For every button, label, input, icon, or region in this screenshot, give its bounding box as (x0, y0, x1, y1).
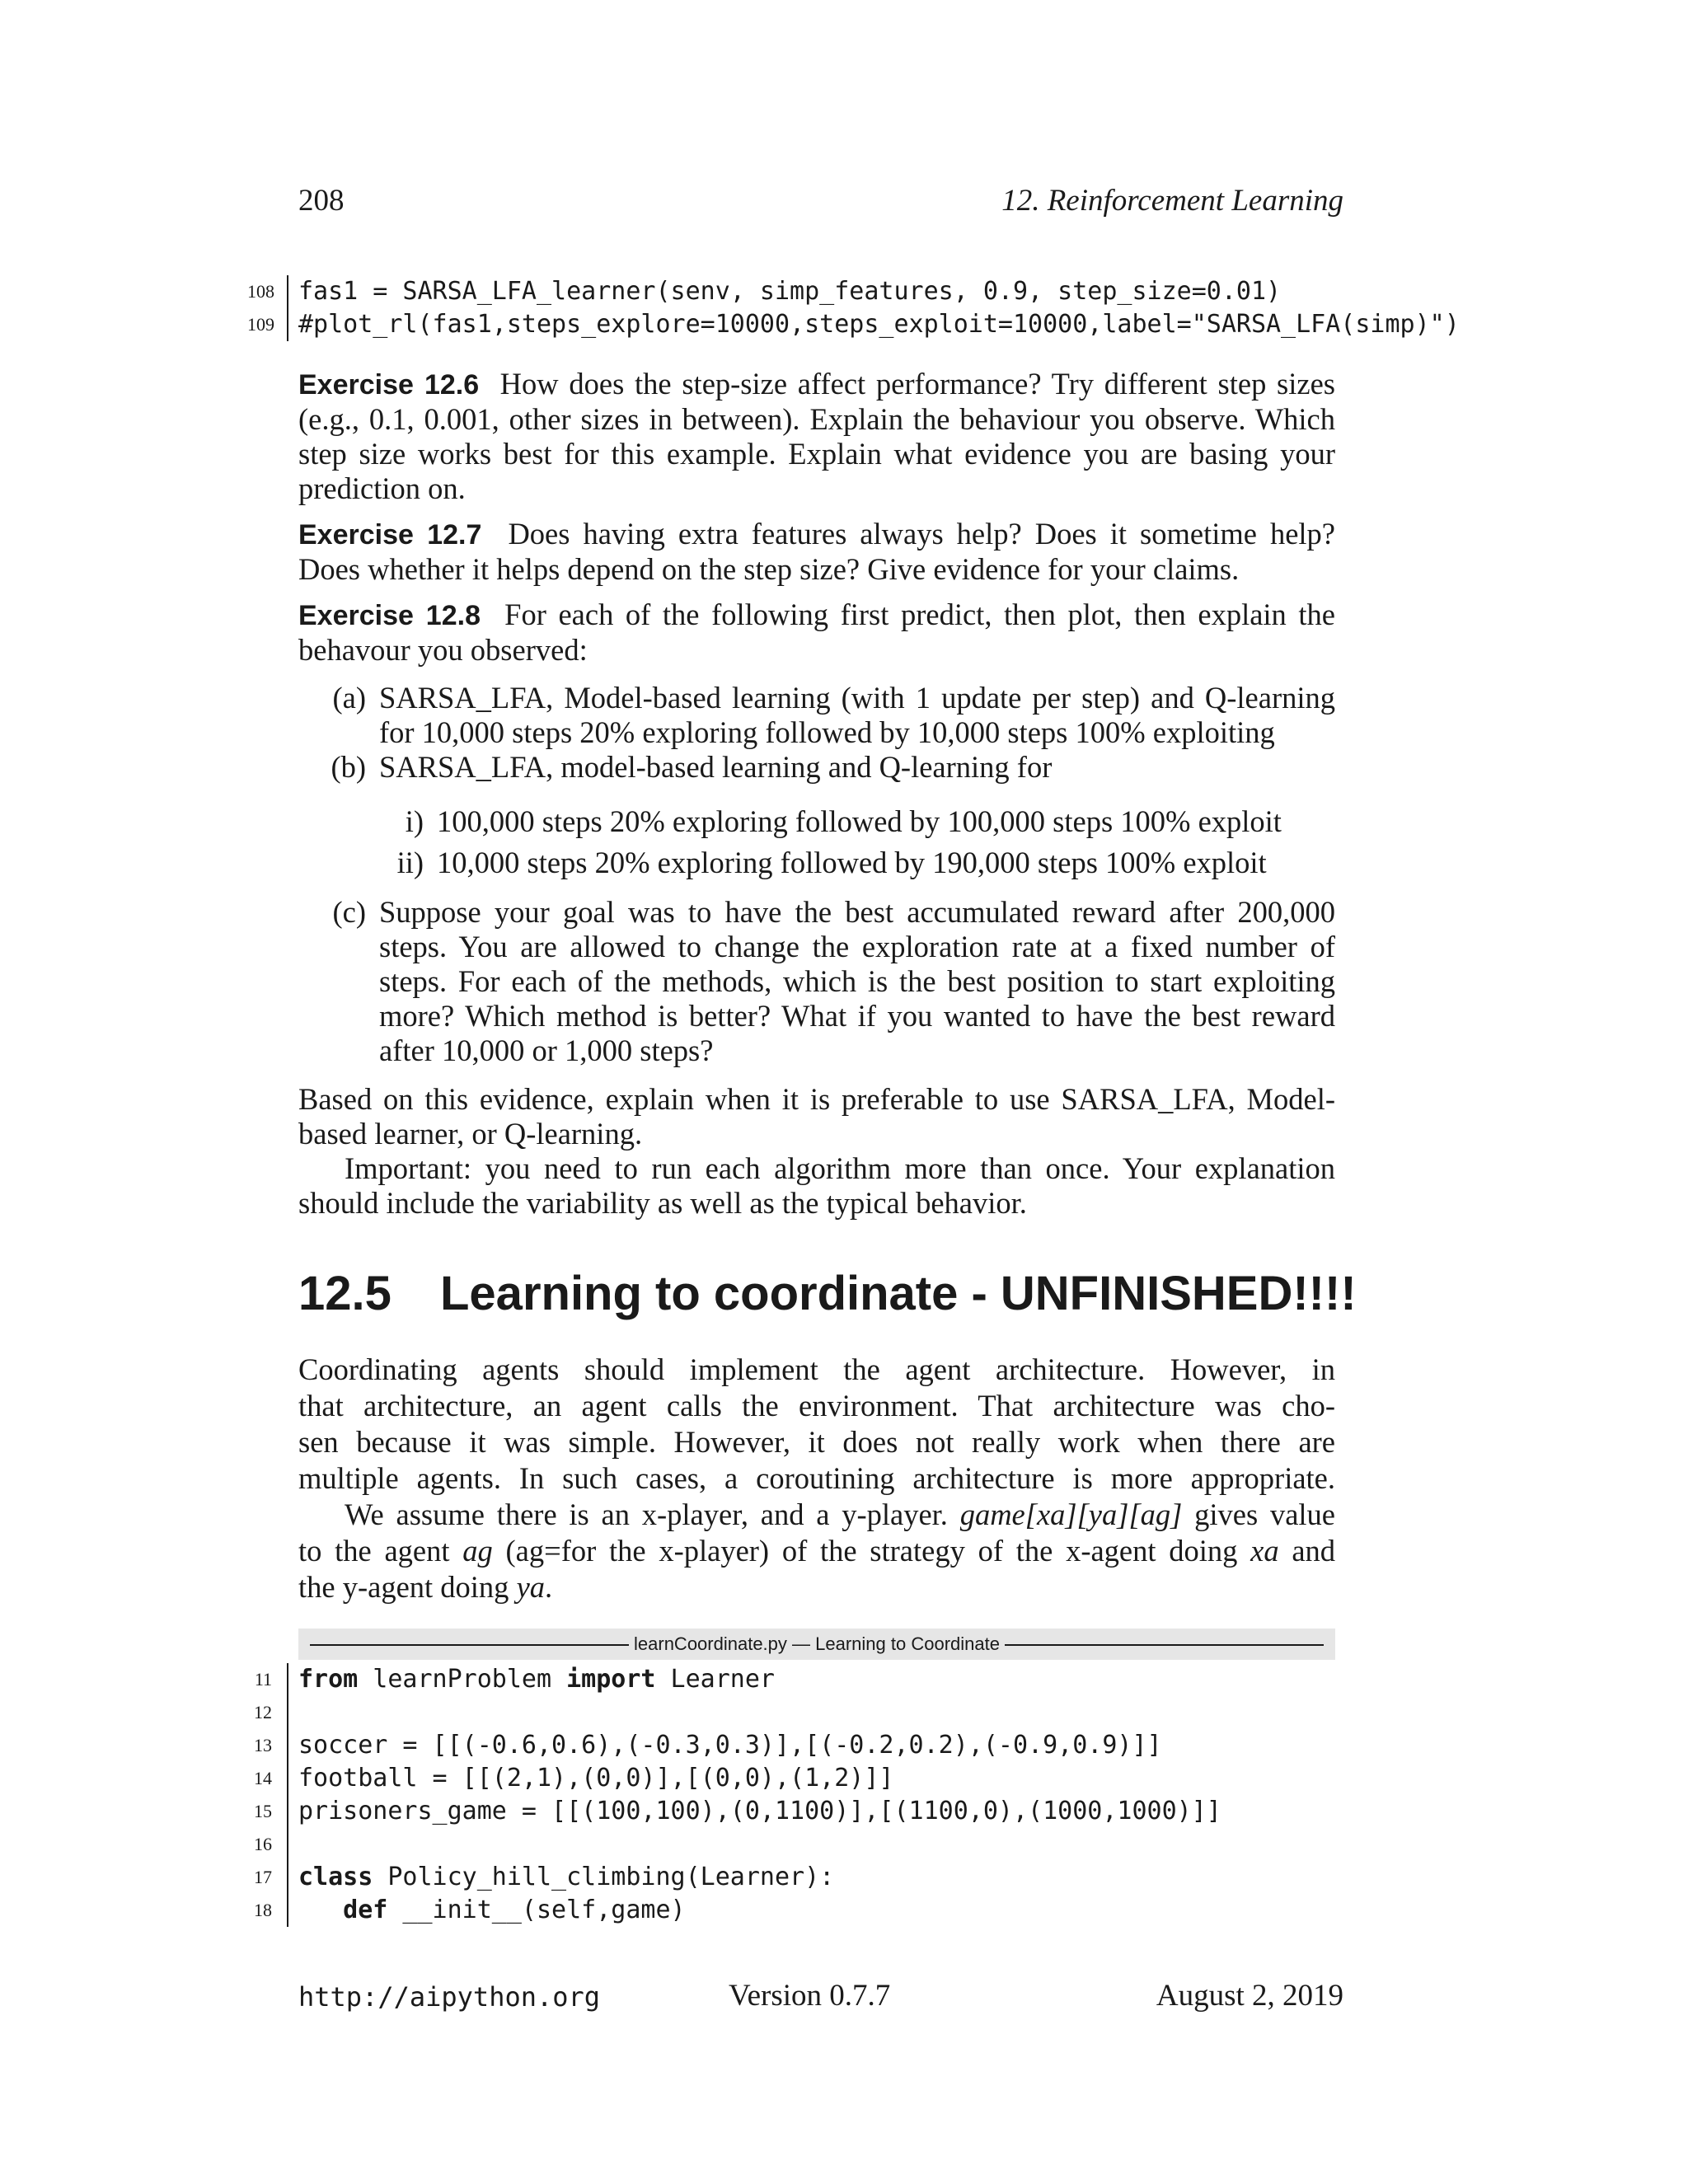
item-label: ii) (396, 846, 424, 879)
code-text: __init__(self,game) (387, 1896, 686, 1924)
math-variable: ag (462, 1534, 493, 1568)
code-line (247, 1894, 1385, 1927)
line-number: 18 (254, 1900, 272, 1920)
code-text: soccer = [[(-0.6,0.6),(-0.3,0.3)],[(-0.2,0.2),(-0.9,0.9)]] (298, 1731, 1162, 1760)
line-number: 13 (254, 1735, 272, 1755)
line-number: 12 (254, 1702, 272, 1722)
text-run: gives value (1194, 1497, 1335, 1531)
item-text: for 10,000 steps 20% exploring followed by 10,000 steps 100% exploiting (379, 715, 1275, 749)
code-text: #plot_rl(fas1,steps_explore=10000,steps_exploit=10000,label="SARSA_LFA(simp)") (298, 310, 1460, 339)
code-text: prisoners_game = [[(100,100),(0,1100)],[(1100,0),(1000,1000)]] (298, 1797, 1221, 1825)
conclusion-paragraph (298, 1082, 1335, 1221)
exercise-label: Exercise 12.6 (298, 369, 480, 401)
code-line (247, 275, 1385, 308)
math-variable: xa (1250, 1534, 1279, 1568)
line-number: 16 (254, 1834, 272, 1854)
line-number: 11 (254, 1669, 272, 1690)
paragraph-line: multiple agents. In such cases, a coroutining architecture is more appropriate. (298, 1461, 1335, 1495)
line-number: 14 (254, 1768, 272, 1788)
page-number: 208 (298, 184, 345, 218)
text-run: . (545, 1570, 553, 1604)
footer-url[interactable]: http://aipython.org (298, 1981, 601, 2013)
paragraph-line (298, 1533, 1335, 1569)
paragraph-line (298, 1569, 1335, 1605)
code-keyword: import (566, 1665, 656, 1694)
code-text: learnProblem (358, 1665, 567, 1694)
text-run: We assume there is an x-player, and a y-player. (345, 1497, 948, 1531)
item-text: 10,000 steps 20% exploring followed by 190,000 steps 100% exploit (437, 846, 1267, 879)
exercise-text: behavour you observed: (298, 633, 588, 667)
code-text: Learner (655, 1665, 775, 1694)
code-text: football = [[(2,1),(0,0)],[(0,0),(1,2)]] (298, 1764, 894, 1793)
exercise-12-8 (298, 598, 1335, 668)
running-title: 12. Reinforcement Learning (1001, 184, 1343, 218)
code-keyword: def (298, 1896, 388, 1924)
exercise-text: Does whether it helps depend on the step size? Give evidence for your claims. (298, 552, 1240, 586)
item-text: steps. You are allowed to change the exploration rate at a fixed number of (379, 930, 1335, 963)
item-text: steps. For each of the methods, which is the best position to start exploiting (379, 964, 1335, 998)
item-label: (b) (331, 750, 366, 784)
code-line (247, 1861, 1385, 1894)
code-text: Policy_hill_climbing(Learner): (373, 1863, 835, 1891)
section-heading (298, 1266, 1357, 1321)
exercise-text: prediction on. (298, 471, 466, 505)
text-run: the y-agent doing (298, 1570, 509, 1604)
exercise-label: Exercise 12.8 (298, 600, 481, 631)
paragraph-line (298, 1497, 1335, 1533)
paragraph-line: Coordinating agents should implement the agent architecture. However, in (298, 1352, 1335, 1386)
code-line (247, 1663, 1385, 1696)
paragraph-line: that architecture, an agent calls the environment. That architecture was cho- (298, 1389, 1335, 1422)
item-text: SARSA_LFA, Model-based learning (with 1 update per step) and Q-learning (379, 681, 1335, 715)
code-line (247, 1795, 1385, 1828)
item-text: more? Which method is better? What if you wanted to have the best reward (379, 999, 1335, 1033)
paragraph-line: Important: you need to run each algorithm more than once. Your explanation (345, 1151, 1335, 1185)
item-text: Suppose your goal was to have the best accumulated reward after 200,000 (379, 895, 1335, 929)
line-number: 17 (254, 1867, 272, 1887)
exercise-text: step size works best for this example. Explain what evidence you are basing your (298, 437, 1335, 471)
item-label: (c) (332, 895, 366, 929)
text-run: to the agent (298, 1534, 450, 1568)
section-number: 12.5 (298, 1267, 392, 1320)
paragraph-line: should include the variability as well as the typical behavior. (298, 1186, 1027, 1220)
exercise-text: Does having extra features always help? Does it sometime help? (508, 517, 1336, 551)
math-variable: ya (516, 1570, 546, 1604)
paragraph-line: sen because it was simple. However, it does not really work when there are (298, 1425, 1335, 1459)
code-line (247, 1762, 1385, 1795)
math-expression: game[xa][ya][ag] (959, 1497, 1183, 1531)
exercise-text: How does the step-size affect performance? Try different step sizes (499, 367, 1336, 401)
paragraph-line: based learner, or Q-learning. (298, 1117, 643, 1151)
code-listing-bottom (247, 1663, 1385, 1927)
file-caption: learnCoordinate.py — Learning to Coordinate (629, 1633, 1005, 1654)
text-run: and (1292, 1534, 1336, 1568)
exercise-label: Exercise 12.7 (298, 519, 482, 551)
exercise-12-6 (298, 367, 1335, 506)
section-paragraph-1 (298, 1352, 1335, 1605)
item-text: SARSA_LFA, model-based learning and Q-learning for (379, 750, 1053, 784)
footer-version: Version 0.7.7 (729, 1979, 891, 2013)
code-line (247, 308, 1460, 341)
code-line (247, 1729, 1385, 1762)
code-text: fas1 = SARSA_LFA_learner(senv, simp_features, 0.9, step_size=0.01) (298, 277, 1282, 306)
line-number: 15 (254, 1801, 272, 1821)
exercise-12-7 (298, 517, 1335, 587)
paragraph-line: Based on this evidence, explain when it is preferable to use SARSA_LFA, Model- (298, 1082, 1335, 1116)
file-header-bar (298, 1629, 1335, 1660)
code-listing-top (247, 275, 1460, 341)
item-text: 100,000 steps 20% exploring followed by 100,000 steps 100% exploit (437, 804, 1282, 838)
code-keyword: class (298, 1863, 373, 1891)
item-label: i) (405, 804, 424, 838)
exercise-text: For each of the following first predict, then plot, then explain the (504, 598, 1335, 631)
item-text: after 10,000 or 1,000 steps? (379, 1033, 714, 1067)
item-label: (a) (332, 681, 366, 715)
text-run: (ag=for the x-player) of the strategy of the x-agent doing (505, 1534, 1238, 1568)
code-line (247, 1696, 1385, 1729)
line-number: 108 (247, 281, 274, 302)
code-line (247, 1828, 1385, 1861)
exercise-text: (e.g., 0.1, 0.001, other sizes in between). Explain the behaviour you observe. Which (298, 402, 1335, 436)
line-number: 109 (247, 314, 274, 335)
code-keyword: from (298, 1665, 359, 1694)
section-title: Learning to coordinate - UNFINISHED!!!! (440, 1267, 1357, 1320)
footer-date: August 2, 2019 (1156, 1979, 1343, 2013)
